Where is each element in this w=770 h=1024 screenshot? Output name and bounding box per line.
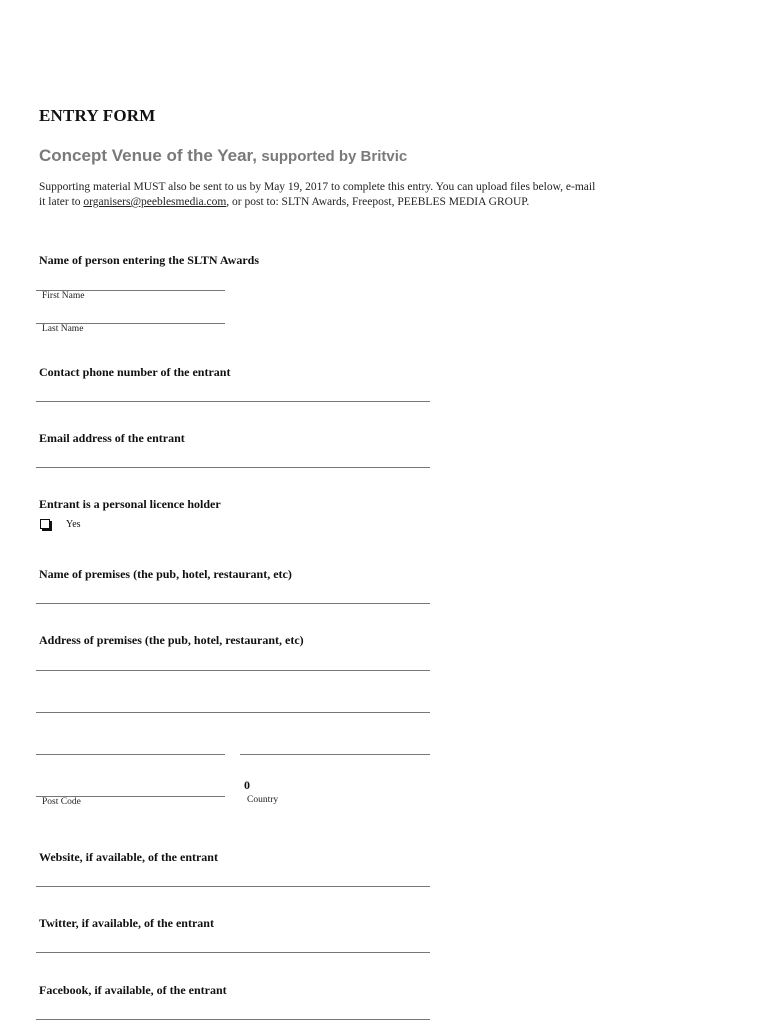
intro-line-2-suffix: , or post to: SLTN Awards, Freepost, PEEBLES MEDIA GROUP.: [226, 196, 530, 208]
address-region-field[interactable]: [240, 754, 430, 755]
licence-label: Entrant is a personal licence holder: [39, 497, 221, 511]
form-title: ENTRY FORM: [39, 106, 156, 125]
post-code-label: Post Code: [42, 797, 81, 807]
country-label: Country: [247, 795, 279, 805]
email-label: Email address of the entrant: [39, 431, 185, 445]
entrant-name-label: Name of person entering the SLTN Awards: [39, 253, 260, 267]
organisers-email-link[interactable]: organisers@peeblesmedia.com: [83, 196, 227, 208]
licence-yes-checkbox[interactable]: [40, 519, 50, 529]
address-line-2-field[interactable]: [36, 712, 430, 713]
form-subtitle: [39, 146, 407, 166]
premises-name-field[interactable]: [36, 603, 430, 604]
intro-line-2-prefix: it later to: [39, 196, 84, 208]
last-name-label: Last Name: [42, 324, 84, 334]
email-field[interactable]: [36, 467, 430, 468]
category-title: Concept Venue of the Year,: [39, 146, 257, 165]
facebook-label: Facebook, if available, of the entrant: [39, 983, 227, 997]
country-value[interactable]: 0: [244, 778, 250, 792]
phone-field[interactable]: [36, 401, 430, 402]
facebook-field[interactable]: [36, 1019, 430, 1020]
first-name-label: First Name: [42, 291, 85, 301]
category-sponsor: supported by Britvic: [261, 148, 408, 165]
phone-label: Contact phone number of the entrant: [39, 365, 231, 379]
website-field[interactable]: [36, 886, 430, 887]
intro-line-2: [39, 195, 679, 210]
website-label: Website, if available, of the entrant: [39, 850, 218, 864]
twitter-field[interactable]: [36, 952, 430, 953]
licence-yes-label: Yes: [66, 519, 81, 530]
premises-address-label: Address of premises (the pub, hotel, restaurant, etc): [39, 633, 304, 647]
twitter-label: Twitter, if available, of the entrant: [39, 916, 214, 930]
intro-text: [39, 180, 679, 210]
premises-name-label: Name of premises (the pub, hotel, restaurant, etc): [39, 567, 292, 581]
address-city-field[interactable]: [36, 754, 225, 755]
intro-line-1: Supporting material MUST also be sent to us by May 19, 2017 to complete this entry. You can upload files below, e-mail: [39, 181, 596, 193]
address-line-1-field[interactable]: [36, 670, 430, 671]
